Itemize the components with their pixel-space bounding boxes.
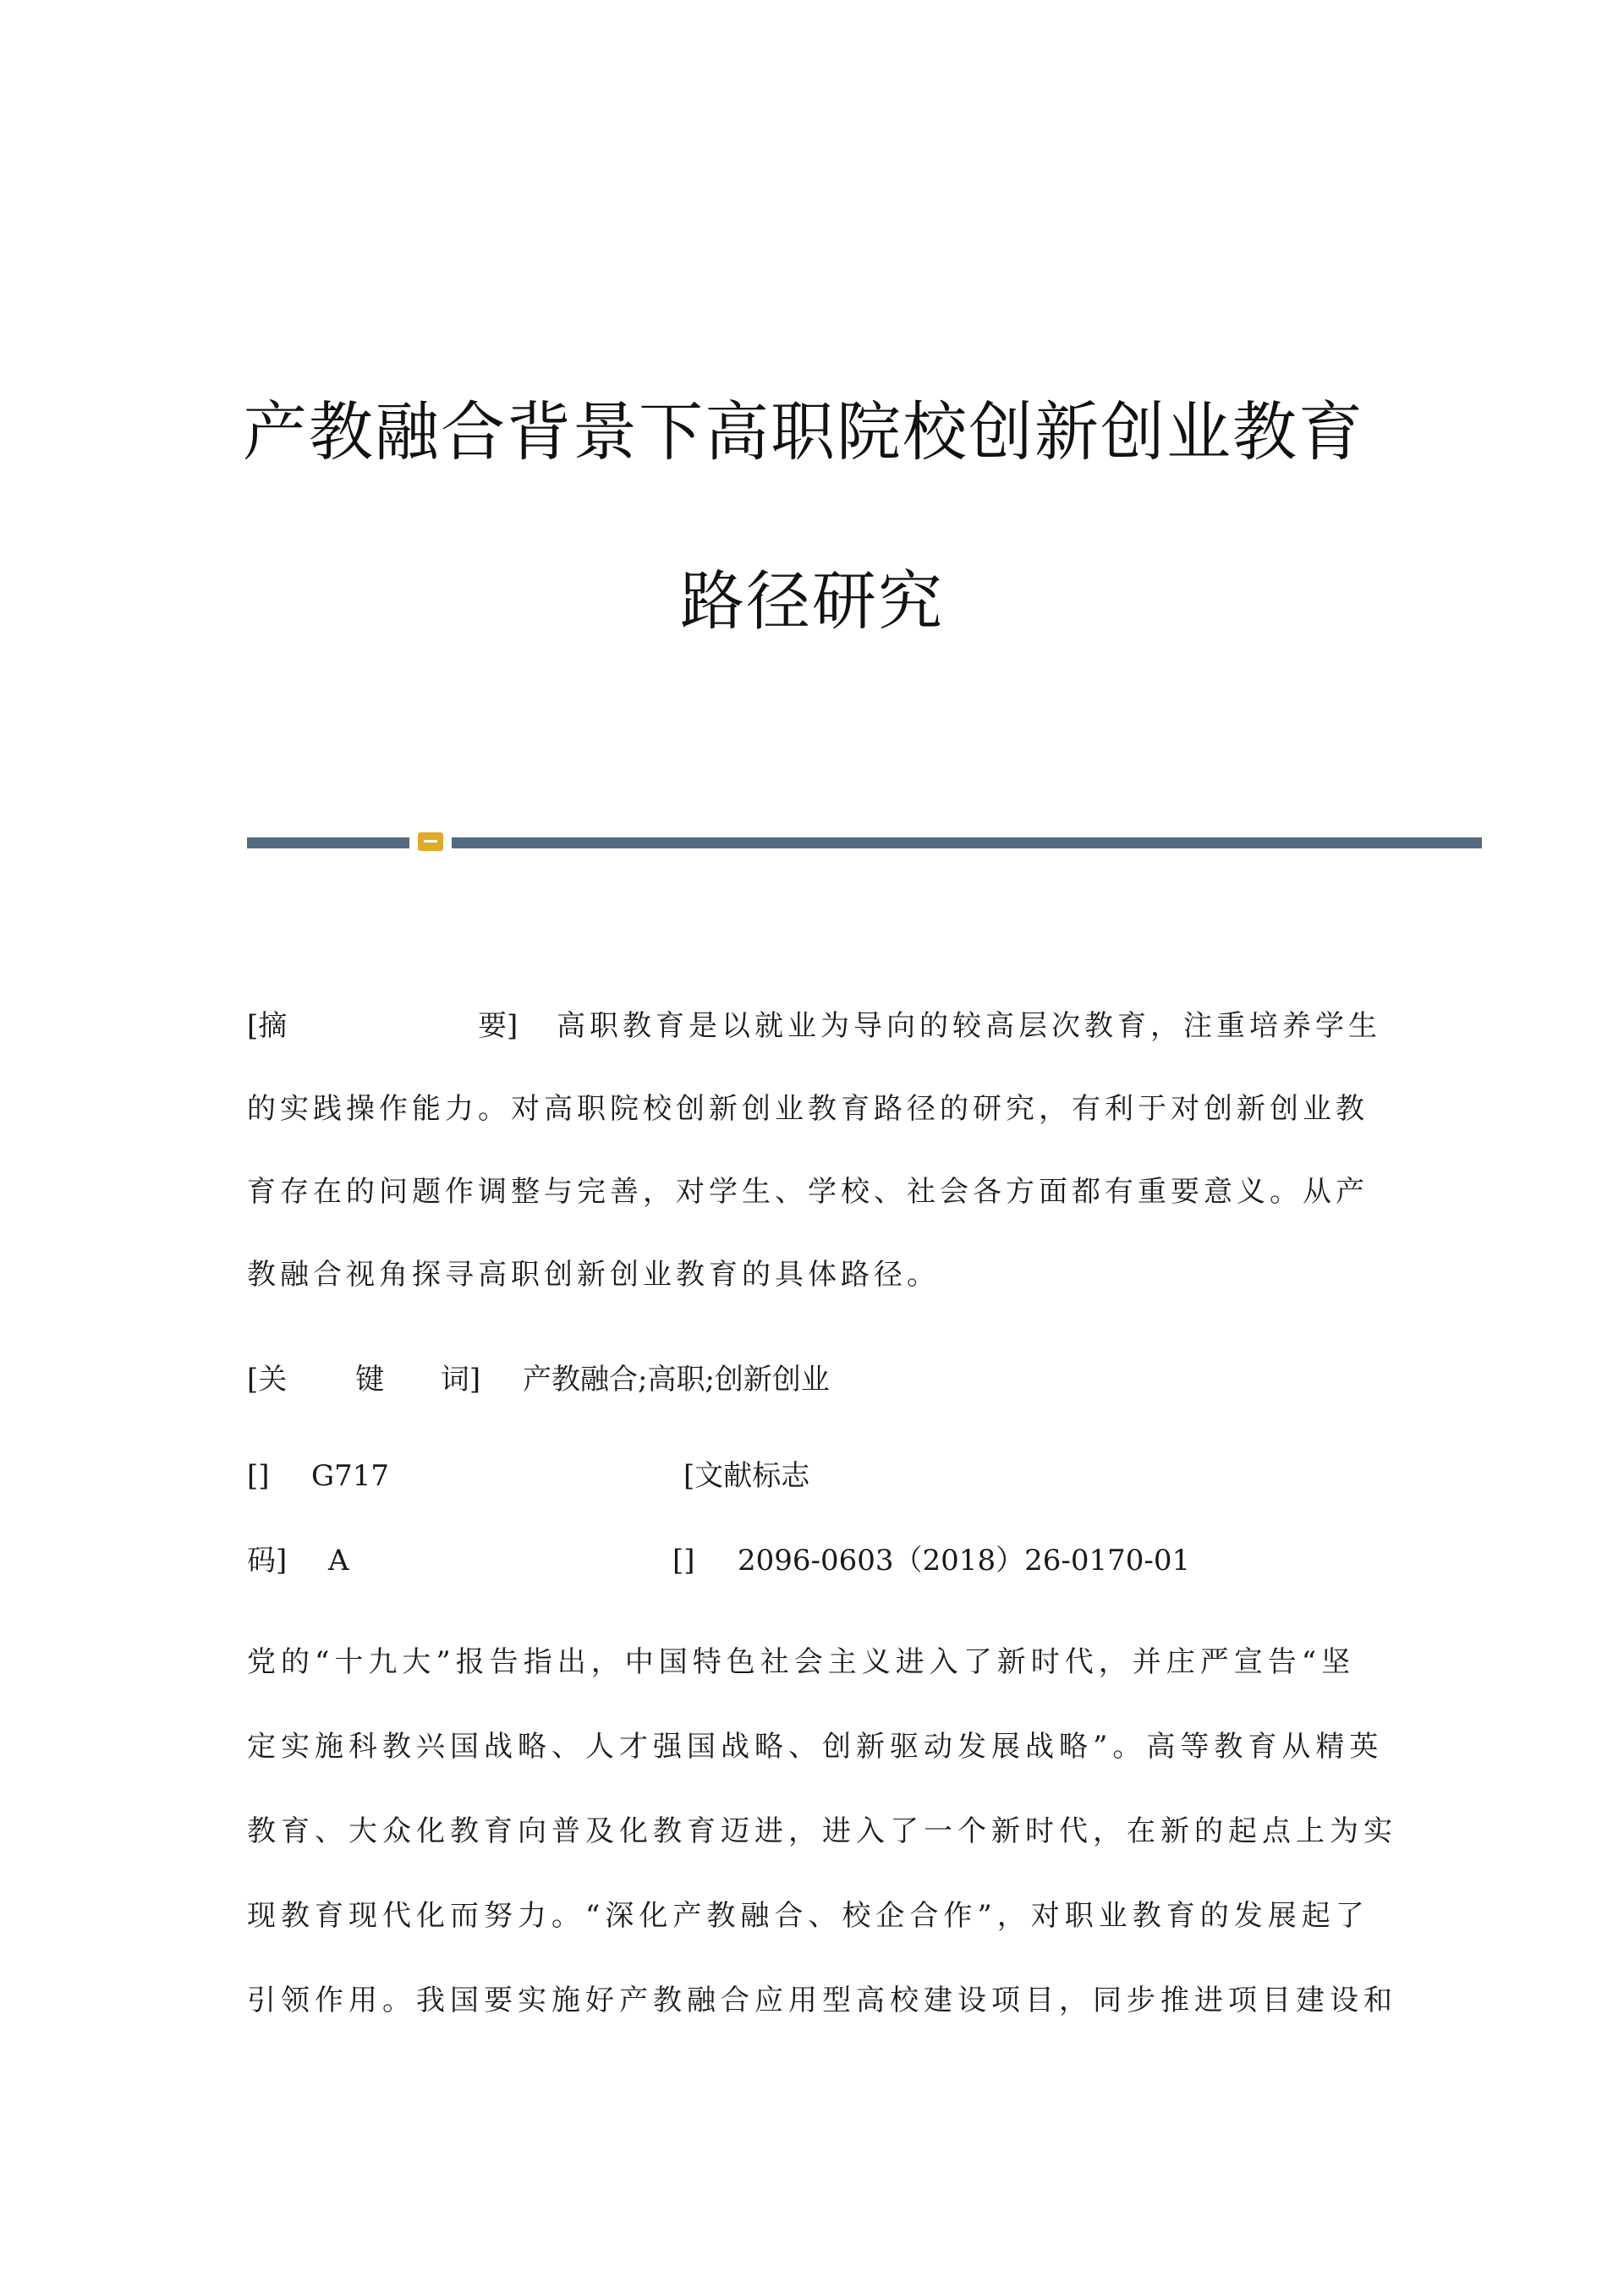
keywords-label-part: 词] [440, 1363, 481, 1397]
paper-title-line-2: 路径研究 [680, 563, 944, 639]
divider-mark-icon [418, 832, 443, 851]
keywords-label-part: [关 [247, 1363, 288, 1397]
keywords-label-part: 键 [355, 1363, 385, 1397]
divider-bar-right [452, 837, 1482, 848]
abstract-line: 的实践操作能力。对高职院校创新创业教育路径的研究，有利于对创新创业教 [247, 1092, 1369, 1126]
title-divider [247, 832, 1482, 851]
keywords-label [247, 1360, 480, 1399]
classification-code: G717 [311, 1459, 390, 1493]
document-code-value: A [328, 1544, 349, 1578]
body-text-line: 引领作用。我国要实施好产教融合应用型高校建设项目，同步推进项目建设和 [247, 1984, 1397, 2017]
article-id-label: [] [672, 1544, 695, 1578]
abstract-line: 育存在的问题作调整与完善，对学生、学校、社会各方面都有重要意义。从产 [247, 1175, 1369, 1209]
body-text-line: 定实施科教兴国战略、人才强国战略、创新驱动发展战略”。高等教育从精英 [247, 1730, 1384, 1764]
document-code-label: [文献标志 [683, 1459, 810, 1493]
document-code-label-end: 码] [247, 1544, 288, 1578]
abstract-line: 高职教育是以就业为导向的较高层次教育，注重培养学生 [557, 1009, 1381, 1043]
abstract-label-close: 要] [478, 1009, 518, 1043]
body-text-line: 党的“十九大”报告指出，中国特色社会主义进入了新时代，并庄严宣告“坚 [247, 1645, 1356, 1679]
body-text-line: 现教育现代化而努力。“深化产教融合、校企合作”，对职业教育的发展起了 [247, 1899, 1369, 1933]
abstract-label-open: [摘 [247, 1009, 288, 1043]
keywords-text: 产教融合;高职;创新创业 [523, 1363, 830, 1397]
article-id-value: 2096-0603（2018）26-0170-01 [738, 1544, 1191, 1578]
paper-title-line-1: 产教融合背景下高职院校创新创业教育 [243, 394, 1364, 469]
abstract-line: 教融合视角探寻高职创新创业教育的具体路径。 [247, 1258, 940, 1292]
divider-bar-left [247, 837, 409, 848]
classification-label: [] [247, 1459, 270, 1493]
body-text-line: 教育、大众化教育向普及化教育迈进，进入了一个新时代，在新的起点上为实 [247, 1814, 1397, 1848]
